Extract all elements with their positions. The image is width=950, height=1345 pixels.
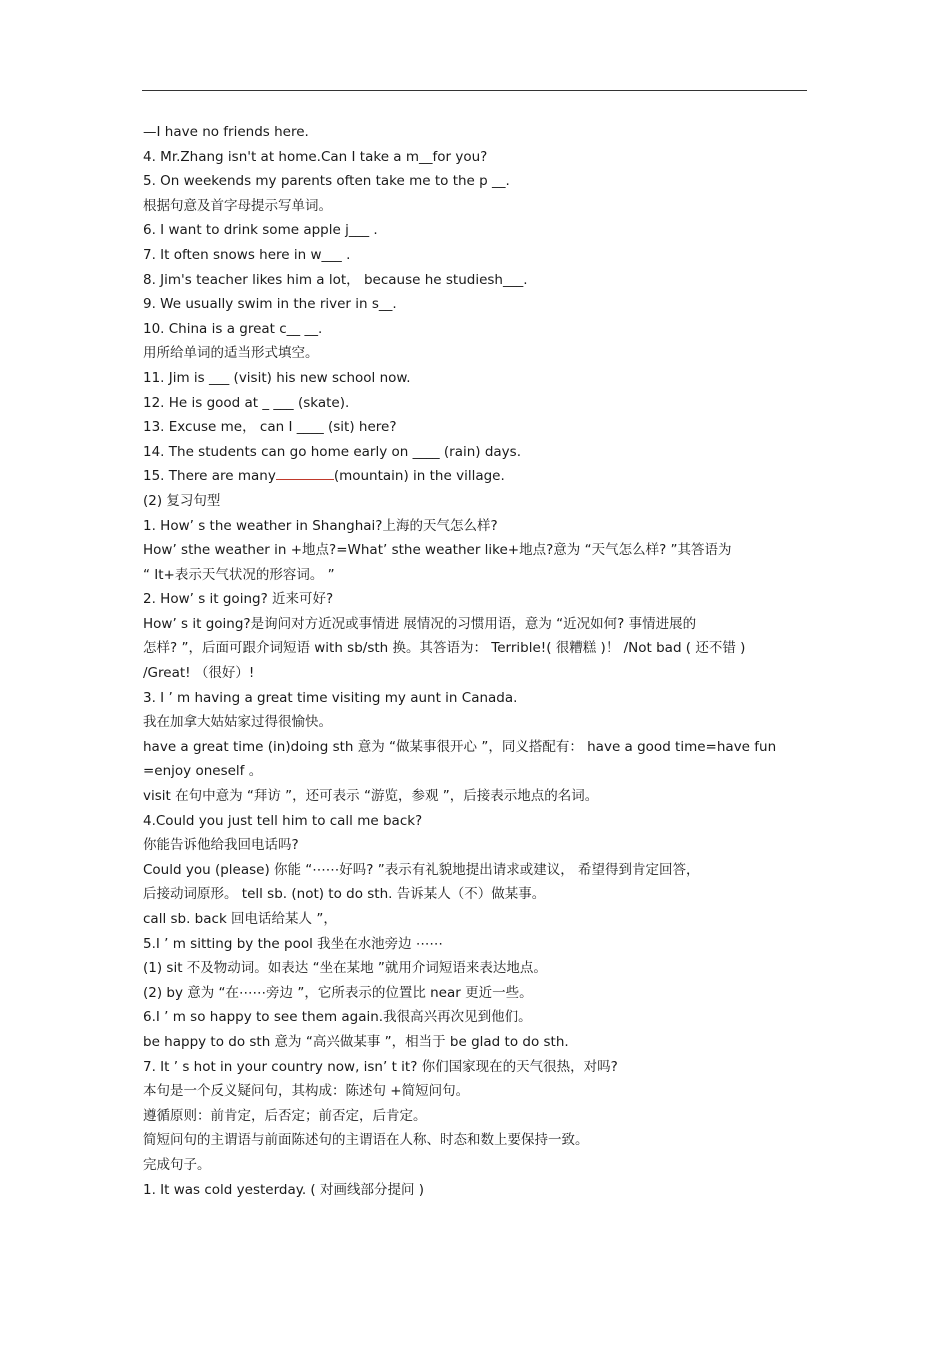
text-line: 本句是一个反义疑问句，其构成：陈述句 +简短问句。: [143, 1083, 470, 1100]
text-line: 我在加拿大姑姑家过得很愉快。: [143, 714, 332, 731]
text-line: —I have no friends here.: [143, 124, 309, 140]
text-line: Could you (please) 你能 “⋯⋯好吗? ”表示有礼貌地提出请求或建议， 希望得到肯定回答，: [143, 861, 700, 878]
text-line: 3. I ’ m having a great time visiting my aunt in Canada.: [143, 689, 518, 706]
line-start: 15. There are many: [143, 468, 276, 485]
text-line: 7. It ’ s hot in your country now, isn’ t it? 你们国家现在的天气很热，对吗?: [143, 1058, 618, 1075]
text-line: call sb. back 回电话给某人 ”，: [143, 911, 337, 927]
text-line: 7. It often snows here in w___ .: [143, 246, 351, 263]
text-line: How’ sthe weather in +地点?=What’ sthe weather like+地点?意为 “天气怎么样? ”其答语为: [143, 542, 732, 559]
text-line: 1. It was cold yesterday. ( 对画线部分提问 ): [143, 1181, 425, 1198]
text-line: (2) by 意为 “在⋯⋯旁边 ”，它所表示的位置比 near 更近一些。: [143, 984, 533, 1001]
text-line: 13. Excuse me， can I ____ (sit) here?: [143, 419, 397, 436]
text-line: 14. The students can go home early on ____ (rain) days.: [143, 443, 521, 460]
text-line: 怎样? ”，后面可跟介词短语 with sb/sth 换。其答语为： Terrible!( 很糟糕 )！ /Not bad ( 还不错 ): [143, 640, 746, 657]
text-line: 2. How’ s it going? 近来可好?: [143, 591, 334, 608]
text-line: /Great! （很好）!: [143, 665, 255, 682]
section-heading: 根据句意及首字母提示写单词。: [143, 197, 332, 214]
text-line: 11. Jim is ___ (visit) his new school now.: [143, 369, 411, 386]
text-line: 6.I ’ m so happy to see them again.我很高兴再次见到他们。: [143, 1009, 532, 1026]
text-line: 8. Jim's teacher likes him a lot， because he studiesh___.: [143, 271, 528, 288]
text-line: 后接动词原形。 tell sb. (not) to do sth. 告诉某人（不）做某事。: [143, 886, 546, 903]
text-line: “ It+表示天气状况的形容词。 ”: [143, 566, 335, 583]
text-line: 简短问句的主谓语与前面陈述句的主谓语在人称、时态和数上要保持一致。: [143, 1132, 589, 1149]
text-line: 你能告诉他给我回电话吗?: [143, 837, 299, 854]
text-line: [143, 464, 808, 489]
section-heading: 完成句子。: [143, 1156, 211, 1173]
text-line: 6. I want to drink some apple j___ .: [143, 222, 378, 239]
answer-blank: [276, 465, 334, 480]
text-line: visit 在句中意为 “拜访 ”，还可表示 “游览，参观 ”，后接表示地点的名词。: [143, 788, 599, 805]
text-line: 10. China is a great c__ __.: [143, 320, 323, 337]
text-line: How’ s it going?是询问对方近况或事情进 展情况的习惯用语，意为 “近况如何? 事情进展的: [143, 615, 697, 632]
line-end: (mountain) in the village.: [333, 468, 505, 485]
text-line: 9. We usually swim in the river in s__.: [143, 296, 397, 313]
text-line: 4.Could you just tell him to call me back?: [143, 812, 423, 829]
text-line: 1. How’ s the weather in Shanghai?上海的天气怎么样?: [143, 517, 498, 534]
text-line: (1) sit 不及物动词。如表达 “坐在某地 ”就用介词短语来表达地点。: [143, 960, 547, 977]
text-line: have a great time (in)doing sth 意为 “做某事很开心 ”，同义搭配有： have a good time=have fun: [143, 738, 777, 755]
text-line: 12. He is good at _ ___ (skate).: [143, 394, 350, 411]
top-rule: [142, 90, 807, 91]
text-line: 4. Mr.Zhang isn't at home.Can I take a m__for you?: [143, 148, 488, 165]
text-line: 遵循原则：前肯定，后否定；前否定，后肯定。: [143, 1107, 427, 1124]
text-line: 5.I ’ m sitting by the pool 我坐在水池旁边 ⋯⋯: [143, 935, 443, 952]
document-body: [143, 120, 808, 1202]
text-line: 5. On weekends my parents often take me to the p __.: [143, 173, 510, 190]
text-line: be happy to do sth 意为 “高兴做某事 ”，相当于 be glad to do sth.: [143, 1033, 569, 1050]
section-heading: (2) 复习句型: [143, 492, 221, 509]
text-line: =enjoy oneself 。: [143, 763, 263, 780]
section-heading: 用所给单词的适当形式填空。: [143, 345, 319, 362]
